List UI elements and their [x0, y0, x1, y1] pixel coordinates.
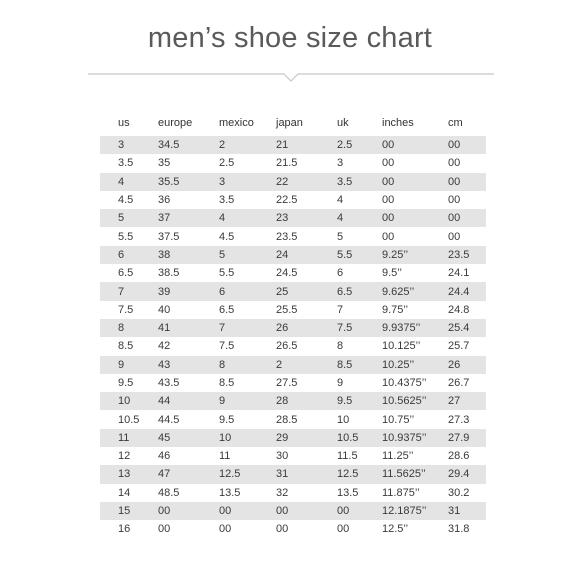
cell-us: 7 [118, 285, 125, 298]
cell-inches: 11.25’’ [382, 450, 414, 463]
cell-uk: 3 [337, 157, 344, 170]
cell-inches: 9.9375’’ [382, 322, 421, 335]
cell-us: 8.5 [118, 340, 134, 353]
cell-uk: 4 [337, 212, 344, 225]
column-header-cm: cm [448, 117, 463, 129]
cell-japan: 28 [276, 395, 289, 408]
cell-mexico: 8.5 [219, 377, 235, 389]
cell-uk: 12.5 [337, 468, 359, 481]
table-row [100, 374, 486, 392]
cell-europe: 34.5 [158, 139, 180, 152]
cell-uk: 9.5 [337, 395, 353, 408]
table-row [100, 429, 486, 447]
cell-inches: 12.5’’ [382, 523, 409, 536]
cell-cm: 31.8 [448, 523, 470, 536]
cell-mexico: 6 [219, 285, 226, 298]
cell-uk: 9 [337, 377, 344, 389]
page-title: men’s shoe size chart [147, 22, 433, 54]
cell-japan: 2 [276, 358, 283, 371]
cell-mexico: 4.5 [219, 230, 235, 243]
column-header-mexico: mexico [219, 117, 254, 129]
cell-uk: 4 [337, 194, 344, 207]
cell-us: 4.5 [118, 194, 134, 207]
cell-us: 9.5 [118, 377, 134, 389]
cell-us: 10 [118, 395, 131, 408]
cell-us: 6 [118, 248, 125, 261]
cell-japan: 26 [276, 322, 289, 335]
cell-inches: 9.75’’ [382, 303, 409, 316]
cell-uk: 00 [337, 505, 350, 518]
column-header-us: us [118, 117, 130, 129]
table-header [100, 110, 486, 136]
cell-japan: 27.5 [276, 377, 298, 389]
cell-europe: 35 [158, 157, 171, 170]
cell-us: 14 [118, 486, 131, 499]
cell-inches: 11.875’’ [382, 486, 420, 499]
cell-uk: 10 [337, 413, 350, 426]
cell-inches: 10.5625’’ [382, 395, 427, 408]
cell-japan: 26.5 [276, 340, 298, 353]
cell-europe: 38.5 [158, 267, 180, 280]
cell-inches: 11.5625’’ [382, 468, 426, 481]
cell-cm: 30.2 [448, 486, 470, 499]
cell-inches: 9.5’’ [382, 267, 402, 280]
cell-cm: 29.4 [448, 468, 470, 481]
cell-cm: 26.7 [448, 377, 470, 389]
cell-cm: 24.4 [448, 285, 470, 298]
cell-europe: 37 [158, 212, 171, 225]
divider-chevron-line [88, 70, 494, 84]
cell-japan: 23 [276, 212, 289, 225]
cell-japan: 00 [276, 505, 289, 518]
table-row [100, 465, 486, 483]
cell-inches: 10.75’’ [382, 413, 415, 426]
cell-mexico: 6.5 [219, 303, 235, 316]
cell-europe: 36 [158, 194, 171, 207]
cell-uk: 3.5 [337, 175, 353, 188]
cell-japan: 21 [276, 139, 289, 152]
cell-mexico: 2.5 [219, 157, 235, 170]
cell-us: 5.5 [118, 230, 134, 243]
size-chart-table [100, 110, 486, 539]
cell-mexico: 5.5 [219, 267, 235, 280]
cell-europe: 44.5 [158, 413, 180, 426]
table-row [100, 301, 486, 319]
table-row [100, 392, 486, 410]
cell-japan: 22.5 [276, 194, 298, 207]
cell-mexico: 8 [219, 358, 226, 371]
cell-mexico: 5 [219, 248, 226, 261]
cell-uk: 6.5 [337, 285, 353, 298]
cell-mexico: 00 [219, 523, 232, 536]
cell-europe: 47 [158, 468, 171, 481]
cell-us: 10.5 [118, 413, 140, 426]
cell-europe: 42 [158, 340, 171, 353]
cell-uk: 2.5 [337, 139, 353, 152]
cell-inches: 00 [382, 230, 395, 243]
cell-uk: 8 [337, 340, 344, 353]
table-row [100, 356, 486, 374]
column-header-europe: europe [158, 117, 193, 129]
cell-uk: 5.5 [337, 248, 353, 261]
cell-japan: 31 [276, 468, 289, 481]
cell-mexico: 9 [219, 395, 226, 408]
cell-cm: 00 [448, 230, 461, 243]
cell-cm: 00 [448, 212, 461, 225]
cell-uk: 6 [337, 267, 344, 280]
cell-mexico: 4 [219, 212, 226, 225]
cell-japan: 28.5 [276, 413, 298, 426]
cell-mexico: 9.5 [219, 413, 235, 426]
title-divider [88, 70, 494, 84]
cell-cm: 28.6 [448, 450, 470, 463]
cell-japan: 32 [276, 486, 289, 499]
table-row [100, 191, 486, 209]
cell-us: 6.5 [118, 267, 134, 280]
cell-uk: 00 [337, 523, 350, 536]
table-row [100, 209, 486, 227]
cell-japan: 25.5 [276, 303, 298, 316]
cell-japan: 25 [276, 285, 289, 298]
cell-cm: 00 [448, 175, 461, 188]
cell-us: 8 [118, 322, 125, 335]
cell-us: 5 [118, 212, 125, 225]
cell-inches: 00 [382, 194, 395, 207]
cell-uk: 11.5 [337, 450, 358, 463]
cell-europe: 38 [158, 248, 171, 261]
cell-inches: 10.125’’ [382, 340, 421, 353]
cell-us: 13 [118, 468, 131, 481]
cell-us: 3.5 [118, 157, 134, 170]
cell-japan: 23.5 [276, 230, 298, 243]
table-row [100, 447, 486, 465]
table-row [100, 173, 486, 191]
cell-japan: 21.5 [276, 157, 298, 170]
cell-uk: 5 [337, 230, 344, 243]
cell-inches: 10.25’’ [382, 358, 415, 371]
cell-cm: 31 [448, 505, 461, 518]
cell-inches: 9.625’’ [382, 285, 415, 298]
cell-us: 3 [118, 139, 125, 152]
cell-europe: 48.5 [158, 486, 180, 499]
cell-us: 11 [118, 431, 130, 444]
cell-inches: 10.4375’’ [382, 377, 427, 389]
cell-cm: 25.4 [448, 322, 470, 335]
cell-us: 9 [118, 358, 125, 371]
cell-inches: 9.25’’ [382, 248, 409, 261]
table-row [100, 410, 486, 428]
cell-europe: 41 [158, 322, 171, 335]
cell-europe: 45 [158, 431, 171, 444]
cell-inches: 10.9375’’ [382, 431, 427, 444]
cell-cm: 26 [448, 358, 461, 371]
cell-us: 7.5 [118, 303, 134, 316]
cell-uk: 10.5 [337, 431, 359, 444]
cell-mexico: 3.5 [219, 194, 235, 207]
cell-us: 16 [118, 523, 131, 536]
cell-europe: 44 [158, 395, 171, 408]
cell-uk: 8.5 [337, 358, 353, 371]
column-header-uk: uk [337, 117, 349, 129]
cell-europe: 43.5 [158, 377, 180, 389]
cell-us: 4 [118, 175, 125, 188]
table-row [100, 154, 486, 172]
table-row [100, 484, 486, 502]
cell-japan: 22 [276, 175, 289, 188]
cell-japan: 24.5 [276, 267, 298, 280]
cell-europe: 37.5 [158, 230, 180, 243]
cell-europe: 39 [158, 285, 171, 298]
cell-inches: 00 [382, 175, 395, 188]
cell-europe: 43 [158, 358, 171, 371]
table-row [100, 136, 486, 154]
cell-cm: 25.7 [448, 340, 470, 353]
cell-uk: 7 [337, 303, 344, 316]
cell-cm: 27.3 [448, 413, 470, 426]
cell-mexico: 12.5 [219, 468, 241, 481]
cell-cm: 27.9 [448, 431, 470, 444]
cell-uk: 13.5 [337, 486, 359, 499]
cell-inches: 00 [382, 139, 395, 152]
cell-mexico: 7 [219, 322, 226, 335]
cell-cm: 00 [448, 194, 461, 207]
table-body [100, 136, 486, 539]
cell-japan: 00 [276, 523, 289, 536]
column-header-inches: inches [382, 117, 414, 129]
cell-cm: 00 [448, 139, 461, 152]
cell-inches: 00 [382, 212, 395, 225]
table-row [100, 520, 486, 538]
cell-mexico: 3 [219, 175, 226, 188]
cell-mexico: 2 [219, 139, 226, 152]
cell-europe: 00 [158, 523, 171, 536]
table-row [100, 264, 486, 282]
cell-mexico: 10 [219, 431, 232, 444]
table-row [100, 227, 486, 245]
cell-cm: 00 [448, 157, 461, 170]
table-row [100, 502, 486, 520]
cell-mexico: 13.5 [219, 486, 241, 499]
table-row [100, 282, 486, 300]
column-header-japan: japan [276, 117, 303, 129]
table-row [100, 319, 486, 337]
cell-inches: 12.1875’’ [382, 505, 427, 518]
cell-us: 12 [118, 450, 131, 463]
cell-mexico: 7.5 [219, 340, 235, 353]
cell-europe: 46 [158, 450, 171, 463]
cell-japan: 29 [276, 431, 289, 444]
cell-inches: 00 [382, 157, 395, 170]
cell-mexico: 00 [219, 505, 232, 518]
cell-cm: 24.1 [448, 267, 470, 280]
cell-cm: 23.5 [448, 248, 470, 261]
cell-uk: 7.5 [337, 322, 353, 335]
cell-japan: 30 [276, 450, 289, 463]
cell-us: 15 [118, 505, 131, 518]
cell-europe: 00 [158, 505, 171, 518]
table-row [100, 337, 486, 355]
cell-cm: 27 [448, 395, 461, 408]
table-row [100, 246, 486, 264]
cell-japan: 24 [276, 248, 289, 261]
cell-europe: 40 [158, 303, 171, 316]
cell-cm: 24.8 [448, 303, 470, 316]
cell-europe: 35.5 [158, 175, 180, 188]
cell-mexico: 11 [219, 450, 231, 463]
